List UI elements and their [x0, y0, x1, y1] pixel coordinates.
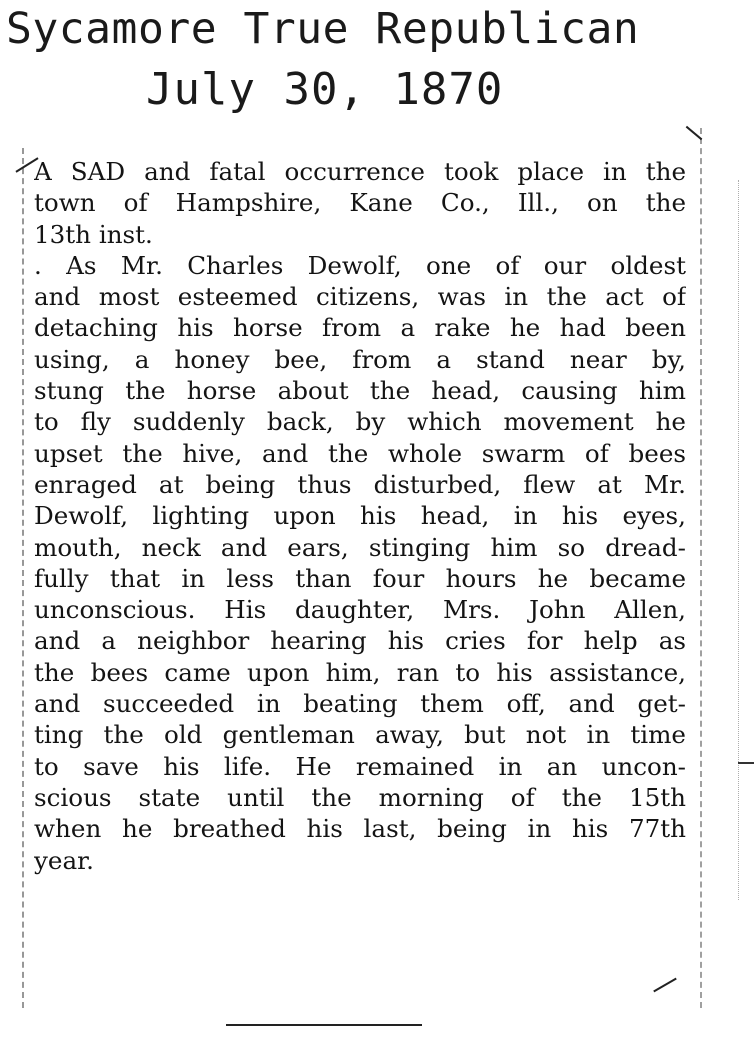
article-line: and most esteemed citizens, was in the act of: [34, 282, 686, 312]
article-line: Dewolf, lighting upon his head, in his eyes,: [34, 501, 686, 531]
article-line: town of Hampshire, Kane Co., Ill., on the: [34, 188, 686, 218]
article-line: the bees came upon him, ran to his assistance,: [34, 657, 686, 687]
clipping-left-edge: [22, 148, 24, 1008]
article-line: and succeeded in beating them off, and get-: [34, 689, 686, 719]
article-line: fully that in less than four hours he became: [34, 563, 686, 593]
article-line: using, a honey bee, from a stand near by,: [34, 344, 686, 374]
scan-tick-mark: [738, 762, 754, 764]
article-line: mouth, neck and ears, stinging him so dread-: [34, 532, 686, 562]
article-line: to save his life. He remained in an uncon-: [34, 751, 686, 781]
article-body: [34, 156, 686, 876]
newspaper-title: Sycamore True Republican: [6, 4, 640, 54]
article-line: ting the old gentleman away, but not in time: [34, 720, 686, 750]
article-line: A SAD and fatal occurrence took place in the: [34, 157, 686, 186]
article-line: . As Mr. Charles Dewolf, one of our oldest: [34, 250, 686, 280]
article-line: unconscious. His daughter, Mrs. John Allen,: [34, 595, 686, 625]
article-line: to fly suddenly back, by which movement he: [34, 407, 686, 437]
article-line: 13th inst.: [34, 219, 153, 249]
article-line: enraged at being thus disturbed, flew at Mr.: [34, 469, 686, 499]
publication-date: July 30, 1870: [146, 64, 504, 115]
article-line: year.: [34, 845, 94, 875]
article-line: stung the horse about the head, causing him: [34, 376, 686, 406]
scan-edge-line: [738, 180, 739, 900]
end-rule: [226, 1024, 422, 1026]
article-line: scious state until the morning of the 15th: [34, 782, 686, 812]
article-line: when he breathed his last, being in his 77th: [34, 814, 686, 844]
article-line: and a neighbor hearing his cries for help as: [34, 626, 686, 656]
clipping-right-edge: [700, 128, 702, 1008]
article-line: detaching his horse from a rake he had been: [34, 313, 686, 343]
article-line: upset the hive, and the whole swarm of bees: [34, 438, 686, 468]
